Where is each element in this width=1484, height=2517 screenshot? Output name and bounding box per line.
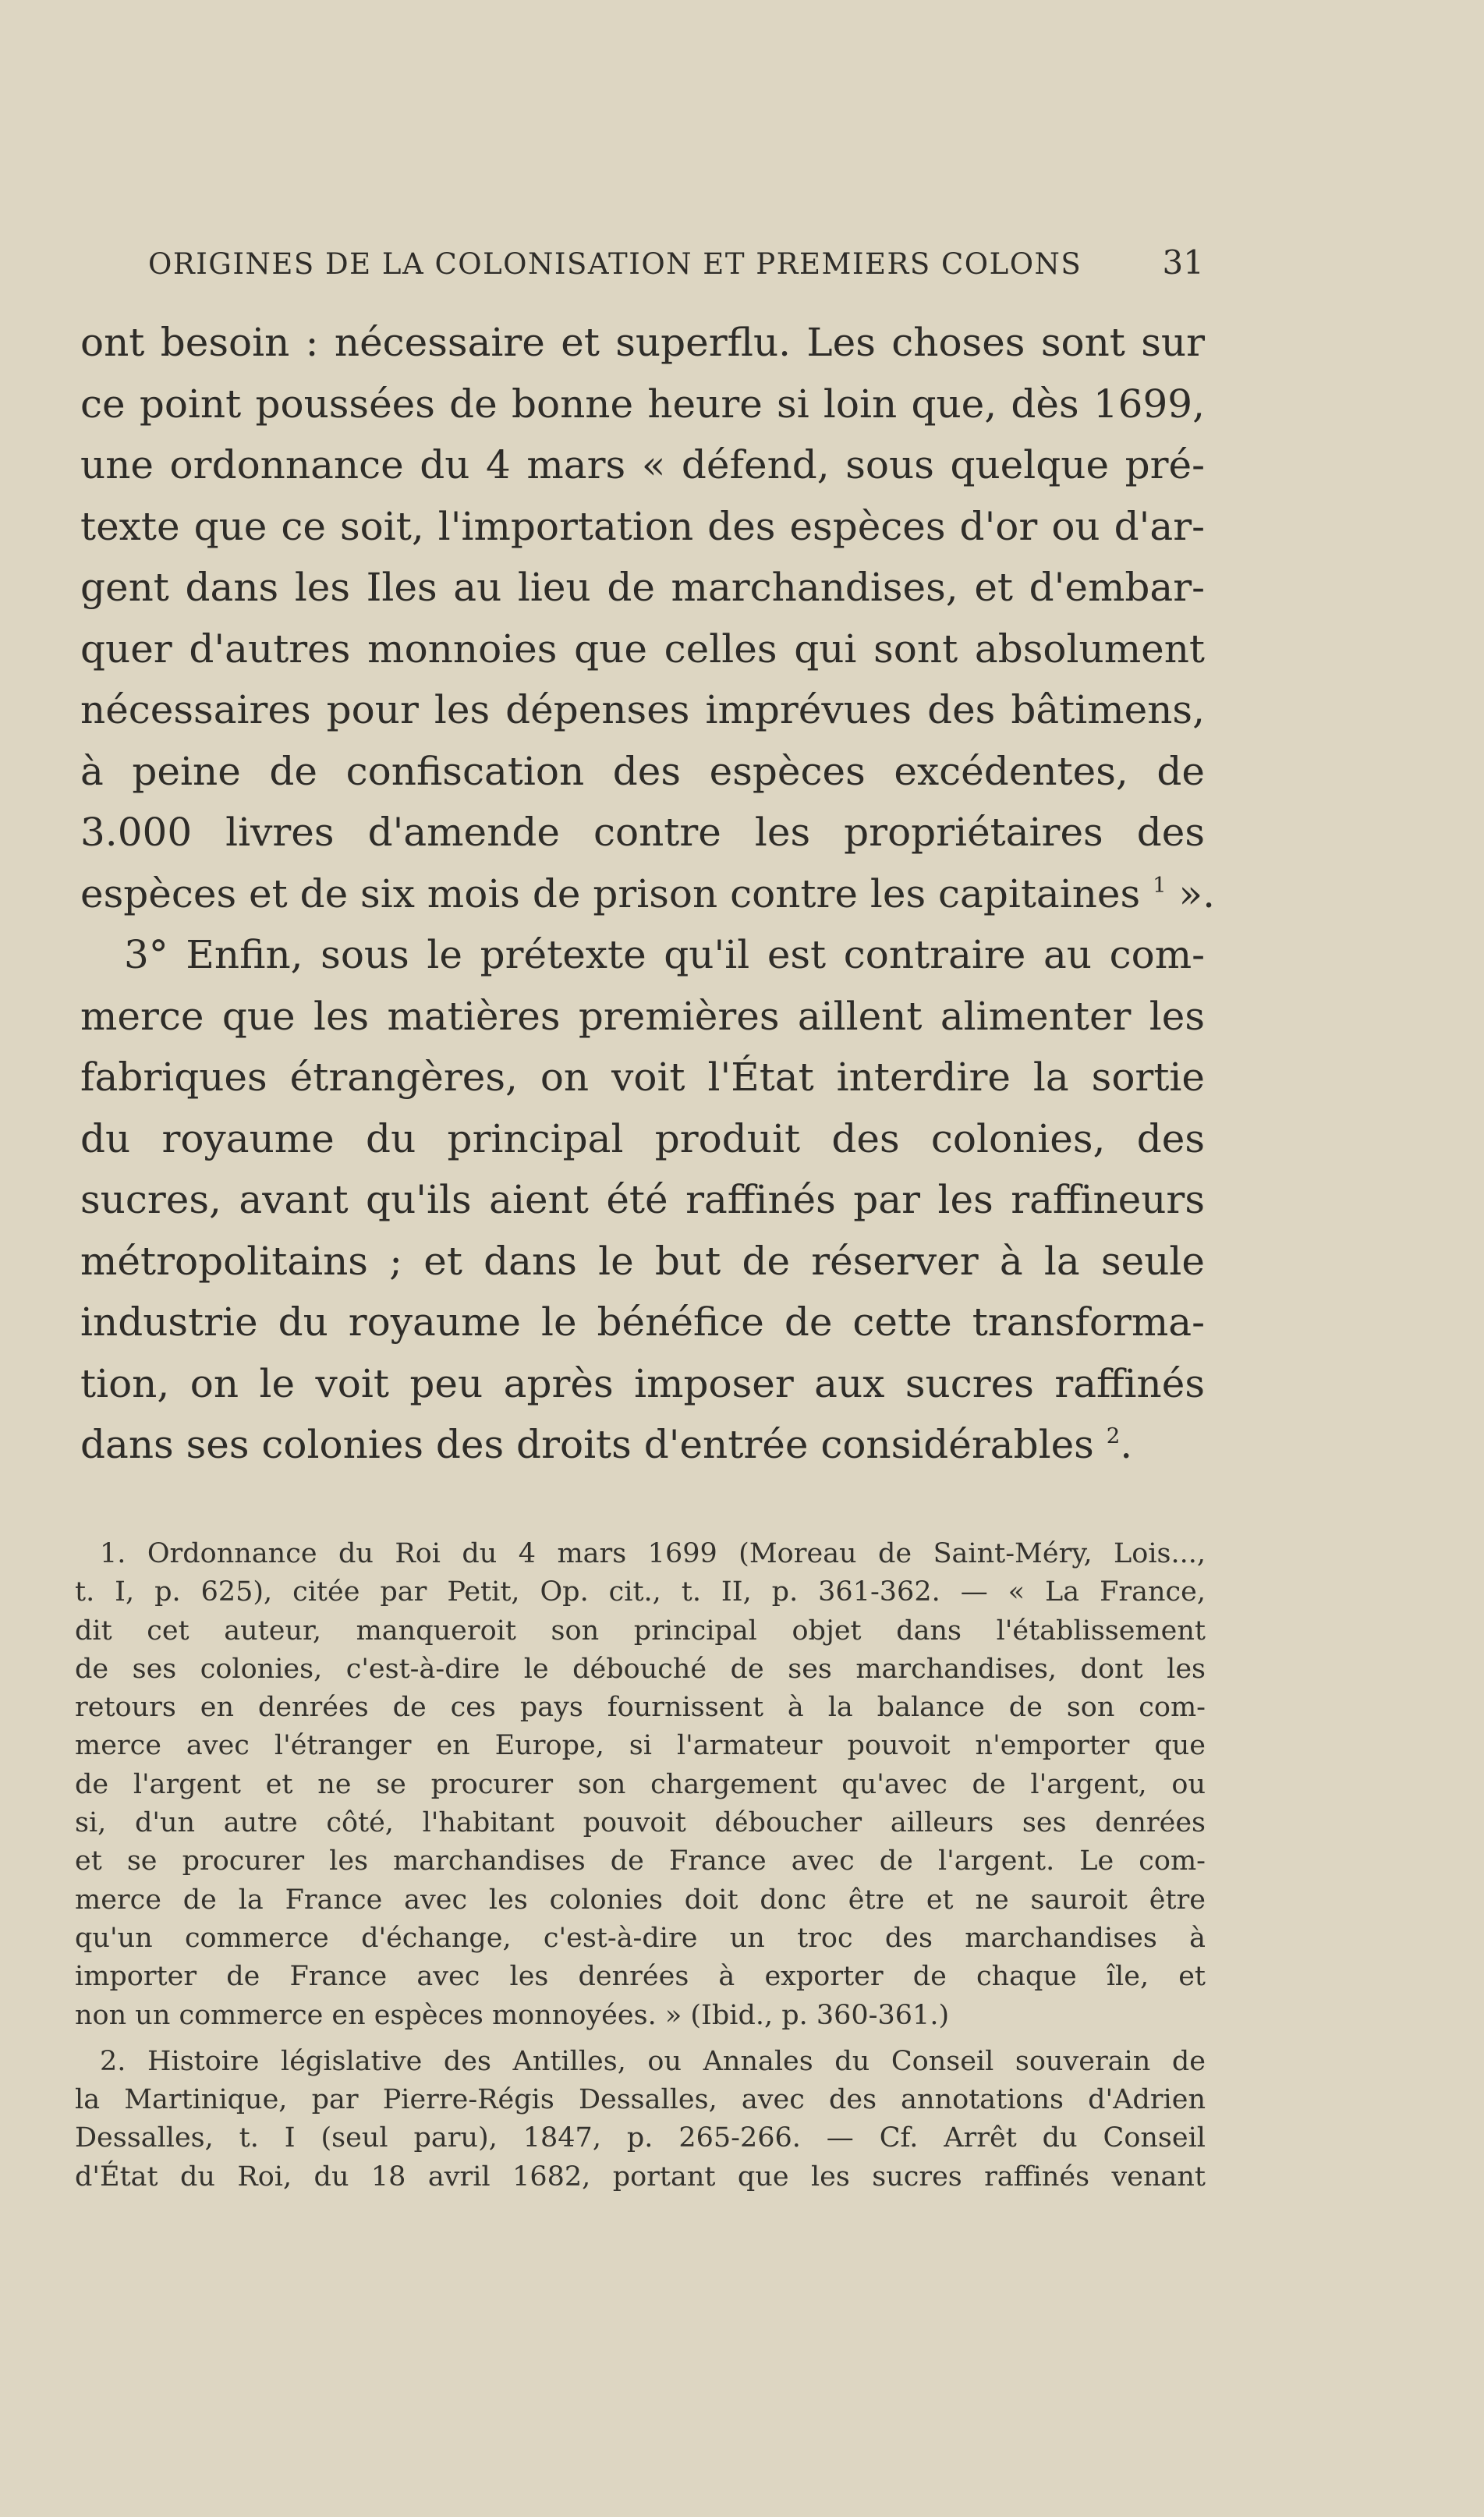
text-line: ce point poussées de bonne heure si loin que, dès 1699, [80,381,1205,427]
text-fragment: espèces et de six mois de prison contre les capitaines [80,870,1141,916]
footnote-line: merce avec l'étranger en Europe, si l'armateur pouvoit n'emporter que [75,1730,1206,1762]
footnote-line: merce de la France avec les colonies doit donc être et ne sauroit être [75,1884,1206,1916]
footnote-ref-2: 2 [1106,1423,1121,1448]
footnotes [75,1535,1206,2196]
text-line: texte que ce soit, l'importation des espèces d'or ou d'ar- [80,503,1205,549]
footnote-line: si, d'un autre côté, l'habitant pouvoit déboucher ailleurs ses denrées [75,1807,1206,1839]
text-line: du royaume du principal produit des colonies, des [80,1115,1205,1161]
footnote-line: la Martinique, par Pierre-Régis Dessalles, avec des annotations d'Adrien [75,2084,1206,2116]
text-line: métropolitains ; et dans le but de réserver à la seule [80,1238,1205,1284]
text-line: nécessaires pour les dépenses imprévues des bâtimens, [80,687,1205,732]
text-line: une ordonnance du 4 mars « défend, sous quelque pré- [80,442,1205,487]
text-fragment: ». [1178,870,1215,916]
footnote-line: retours en denrées de ces pays fournissent à la balance de son com- [75,1692,1206,1724]
text-line: merce que les matières premières aillent alimenter les [80,993,1205,1039]
footnote-line: 1. Ordonnance du Roi du 4 mars 1699 (Moreau de Saint-Méry, Lois..., [100,1538,1206,1569]
text-line: à peine de confiscation des espèces excédentes, de [80,748,1205,794]
footnote-line: de l'argent et ne se procurer son chargement qu'avec de l'argent, ou [75,1768,1206,1800]
footnote-line: et se procurer les marchandises de France avec de l'argent. Le com- [75,1845,1206,1877]
text-line [80,1414,1205,1476]
page-number: 31 [1162,243,1204,282]
text-line: industrie du royaume le bénéfice de cette transforma- [80,1299,1205,1345]
footnote-line: dit cet auteur, manqueroit son principal objet dans l'établissement [75,1615,1206,1647]
footnote-line: d'État du Roi, du 18 avril 1682, portant que les sucres raffinés venant [75,2161,1206,2193]
main-text [80,312,1215,1476]
text-line: quer d'autres monnoies que celles qui sont absolument [80,626,1205,672]
footnote-line: qu'un commerce d'échange, c'est-à-dire un troc des marchandises à [75,1922,1206,1954]
text-line: sucres, avant qu'ils aient été raffinés par les raffineurs [80,1177,1205,1222]
running-head-title: ORIGINES DE LA COLONISATION ET PREMIERS COLONS [148,247,1082,281]
footnote-ref-1: 1 [1153,872,1167,898]
text-line [80,863,1215,925]
text-fragment: dans ses colonies des droits d'entrée considérables [80,1422,1094,1467]
text-line: 3.000 livres d'amende contre les propriétaires des [80,810,1205,855]
footnote-line: t. I, p. 625), citée par Petit, Op. cit., t. II, p. 361-362. — « La France, [75,1576,1206,1608]
text-line: 3° Enfin, sous le prétexte qu'il est contraire au com- [124,932,1205,977]
text-line: fabriques étrangères, on voit l'État interdire la sortie [80,1055,1205,1100]
footnote-line: Dessalles, t. I (seul paru), 1847, p. 265-266. — Cf. Arrêt du Conseil [75,2122,1206,2154]
text-line: gent dans les Iles au lieu de marchandises, et d'embar- [80,565,1205,610]
text-line: tion, on le voit peu après imposer aux sucres raffinés [80,1360,1205,1406]
footnote-line: non un commerce en espèces monnoyées. » (Ibid., p. 360-361.) [75,1999,950,2031]
footnote-line: 2. Histoire législative des Antilles, ou Annales du Conseil souverain de [100,2045,1206,2077]
text-fragment: . [1120,1422,1133,1467]
text-line: ont besoin : nécessaire et superflu. Les choses sont sur [80,320,1205,365]
footnote-line: de ses colonies, c'est-à-dire le débouché de ses marchandises, dont les [75,1653,1206,1685]
running-head [148,243,1204,282]
footnote-line: importer de France avec les denrées à exporter de chaque île, et [75,1961,1206,1993]
